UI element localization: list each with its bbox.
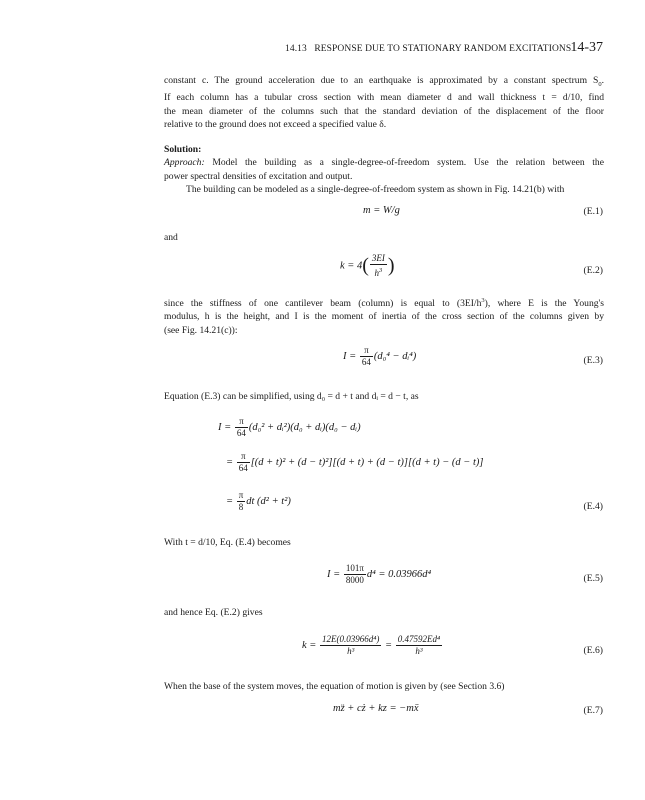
equation-e3: I = $\frac{\pi}{64}$ (d₀⁴ − dᵢ⁴) <box>343 345 417 367</box>
solution-heading: Solution: <box>164 144 202 155</box>
stiffness-paragraph: since the stiffness of one cantilever beam (column) is equal to $(3EI/h^3)$, where E is the Young's modulus, h is the height, and I is the moment of inertia of the cross section of the columns given by (see Fig. 14.21(c)): <box>164 297 604 336</box>
equation-e7: mz̈ + cż + kz = −mẍ <box>333 703 419 714</box>
eq-label-e4: (E.4) <box>583 501 603 512</box>
simplify-text: Equation (E.3) can be simplified, using d₀ = d + t and dᵢ = d − t, as <box>164 391 419 402</box>
problem-statement: constant c. The ground acceleration due to an earthquake is approximated by a constant spectrum $S_0$. If each column has a tubular cross section with mean diameter d and wall thickness t = d/10, find the mean diameter of the columns such that the standard deviation of the displacement of the floor relative to the ground does not exceed a specified value δ. <box>164 75 604 130</box>
base-motion-text: When the base of the system moves, the equation of motion is given by (see Section 3.6) <box>164 681 505 692</box>
equation-e4-line3: = $\frac{\pi}{8}$ dt (d² + t²) <box>226 490 291 512</box>
hence-text: and hence Eq. (E.2) gives <box>164 607 263 618</box>
equation-e6: k = $\frac{\text{12E(0.03966d⁴)}}{\text{h³}}$ = $\frac{\text{0.47592Ed⁴}}{\text{h³}}$ <box>302 634 441 656</box>
equation-e2: k = 4( $\frac{3EI}{h^3}$ ) <box>340 253 395 278</box>
page-number: 14-37 <box>570 40 603 55</box>
solution-block: Solution: Approach: Model the building as a single-degree-of-freedom system. Use the relation between the power spectral densities of excitation and output. The building can be modeled as a single-degree-of-freedom system as shown in Fig. 14.21(b) with <box>164 144 604 195</box>
eq-label-e1: (E.1) <box>583 206 603 217</box>
approach-label: Approach: <box>164 157 205 169</box>
eq-label-e7: (E.7) <box>583 705 603 716</box>
equation-e5: I = $\frac{101\pi}{8000}$ d⁴ = 0.03966d⁴ <box>327 563 432 585</box>
eq-label-e6: (E.6) <box>583 645 603 656</box>
text-and: and <box>164 232 178 243</box>
eq-label-e2: (E.2) <box>583 265 603 276</box>
running-title: 14.13 RESPONSE DUE TO STATIONARY RANDOM EXCITATIONS <box>285 44 572 54</box>
page-header <box>285 40 605 60</box>
equation-e1: m = W/g <box>363 205 400 216</box>
equation-e4-line1: I = $\frac{\pi}{64}$ (d₀² + dᵢ²)(d₀ + dᵢ)(d₀ − dᵢ) <box>218 416 361 438</box>
eq-label-e5: (E.5) <box>583 573 603 584</box>
equation-e4-line2: = $\frac{\pi}{64}$ [(d + t)² + (d − t)²][(d + t) + (d − t)][(d + t) − (d − t)] <box>226 451 484 473</box>
with-t-text: With t = d/10, Eq. (E.4) becomes <box>164 537 291 548</box>
eq-label-e3: (E.3) <box>583 355 603 366</box>
